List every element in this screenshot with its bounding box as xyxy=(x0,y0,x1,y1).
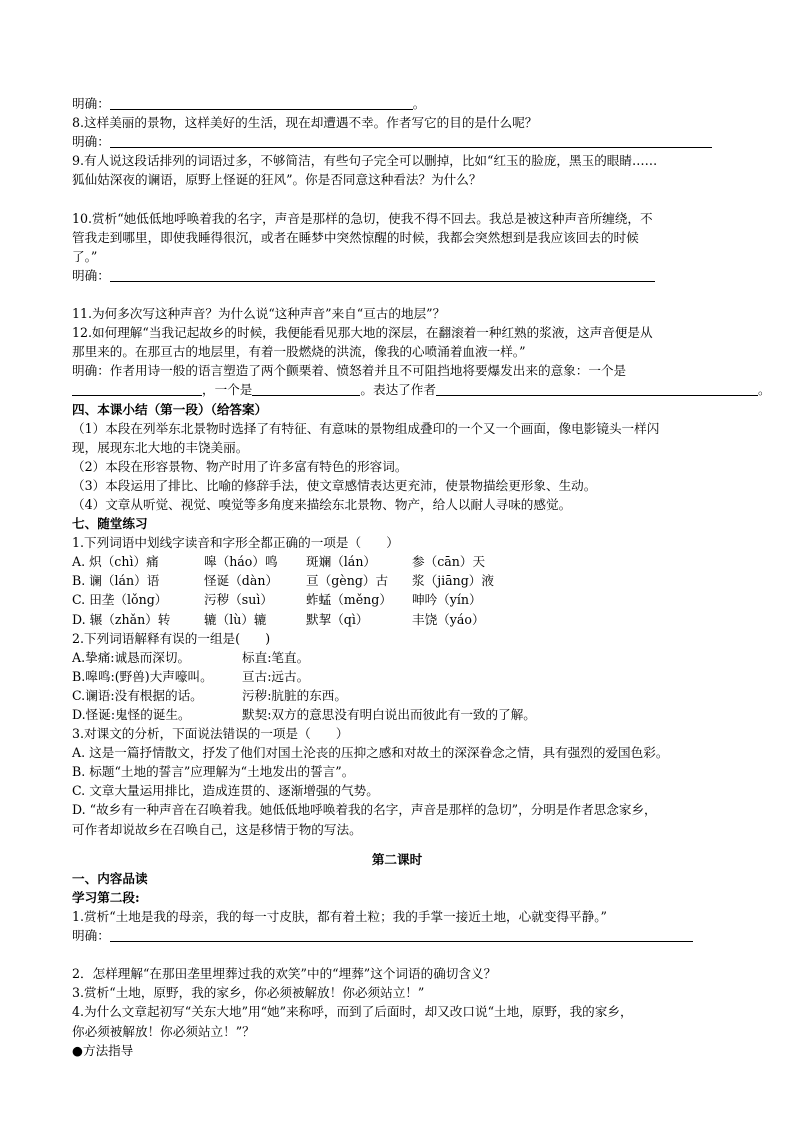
question-10: 10.赏析“她低低地呼唤着我的名字，声音是那样的急切，使我不得不回去。我总是被这种声音所缠绕，不 xyxy=(72,210,653,226)
option-text: 默契:双方的意思没有明白说出而彼此有一致的了解。 xyxy=(242,707,536,722)
option-row xyxy=(72,590,722,609)
option-text: 怪诞（dàn） xyxy=(204,573,279,589)
answer-blank[interactable] xyxy=(110,96,413,110)
summary-item: （4）文章从听觉、视觉、嗅觉等多角度来描绘东北景物、物产，给人以耐人寻味的感觉。 xyxy=(72,496,572,512)
question-8: 8.这样美丽的景物，这样美好的生活，现在却遭遇不幸。作者写它的目的是什么呢？ xyxy=(72,115,538,131)
lesson-title: 第二课时 xyxy=(371,851,423,867)
option-text: B. 谰（lán）语 xyxy=(72,573,160,589)
option-row xyxy=(72,610,722,629)
lesson2-question-4: 4.为什么文章起初写“关东大地”用“她”来称呼，而到了后面时，却又改口说“土地，原野，我的家乡， xyxy=(72,1004,633,1020)
option-text: D.怪诞:鬼怪的诞生。 xyxy=(72,707,191,722)
option-c: C. 文章大量运用排比，造成连贯的、逐渐增强的气势。 xyxy=(72,783,379,799)
option-text: 污秽:肮脏的东西。 xyxy=(242,687,347,703)
answer-label: 明确： xyxy=(72,928,110,944)
practice-question-1: 1.下列词语中划线字读音和字形全都正确的一项是（ ） xyxy=(72,535,399,551)
lesson2-question-2: 2．怎样理解“在那田垄里埋葬过我的欢笑”中的“埋葬”这个词语的确切含义？ xyxy=(72,966,497,982)
option-text: B.嗥鸣:(野兽)大声嚎叫。 xyxy=(72,668,213,684)
option-d: D. “故乡有一种声音在召唤着我。她低低地呼唤着我的名字，声音是那样的急切”，分明是作者思念家乡， xyxy=(72,802,657,818)
option-text: 蚱蜢（měng） xyxy=(306,592,392,608)
answer-blank[interactable] xyxy=(436,382,758,396)
answer-line xyxy=(72,266,722,285)
option-a: A. 这是一篇抒情散文，抒发了他们对国土沦丧的压抑之感和对故土的深深眷念之情，具有强烈的爱国色彩。 xyxy=(72,745,669,761)
option-text: A.挚痛:诚恳而深切。 xyxy=(72,649,191,665)
option-text: 丰饶（yáo） xyxy=(412,611,485,627)
summary-item: （2）本段在形容景物、物产时用了许多富有特色的形容词。 xyxy=(72,458,408,474)
practice-question-2: 2.下列词语解释有误的一组是( ) xyxy=(72,630,271,646)
option-text: 亘（gèng）古 xyxy=(306,573,389,589)
option-text: 斑斓（lán） xyxy=(306,554,377,570)
option-text: C.谰语:没有根据的话。 xyxy=(72,687,203,703)
option-text: A. 炽（chì）痛 xyxy=(72,554,159,570)
option-text: 污秽（suì） xyxy=(204,592,273,608)
answer-label: 明确： xyxy=(72,267,110,283)
option-row xyxy=(72,686,722,705)
method-guide: ●方法指导 xyxy=(72,1042,134,1058)
sub-heading: 学习第二段: xyxy=(72,889,140,905)
answer-blank[interactable] xyxy=(110,928,693,942)
answer-line xyxy=(72,926,722,945)
document-page: 明确： 。 8.这样美丽的景物，这样美好的生活，现在却遭遇不幸。作者写它的目的是什么呢？ 明确： 9.有人说这段话排列的词语过多，不够简洁，有些句子完全可以删掉，比如“红玉的脸庞，黑玉的眼睛…… 狐仙姑深夜的谰语，原野上怪诞的狂风”。你是否同意这种看法？为什么？ 10.赏析“她低低地呼唤着我的名字，声音是那样的急切，使我不得不回去。我总是被这种声音所缠绕，不 管我走到哪里，即使我睡得很沉，或者在睡梦中突然惊醒的时候，我都会突然想到是我应该回去的时候 了。” 明确： 11.为何多次写这种声音？为什么说“这种声音”来自“亘古的地层”？ 12.如何理解“当我记起故乡的时候，我便能看见那大地的深层，在翻滚着一种红熟的浆液，这声音便是从 那里来的。在那亘古的地层里，有着一股燃烧的洪流，像我的心喷涌着血液一样。” 明确：作者用诗一般的语言塑造了两个颤栗着、愤怒着并且不可阻挡地将要爆发出来的意象：一个是 ，一个是 。表达了作者 。 四、本课小结（第一段）（给答案） （1）本段在列举东北景物时选择了有特征、有意味的景物组成叠印的一个又一个画面，像电影镜头一样闪 现，展现东北大地的丰饶美丽。 （2）本段在形容景物、物产时用了许多富有特色的形容词。 （3）本段运用了排比、比喻的修辞手法，使文章感情表达更充沛，使景物描绘更形象、生动。 （4）文章从听觉、视觉、嗅觉等多角度来描绘东北景物、物产，给人以耐人寻味的感觉。 七、随堂练习 1.下列词语中划线字读音和字形全都正确的一项是（ ） A. 炽（chì）痛 嗥（háo）鸣 斑斓（lán） 参（cān）天 B. 谰（lán）语 怪诞（dàn） 亘（gèng）古 浆（jiāng）液 C. 田垄（lǒng） 污秽（suì） 蚱蜢（měng） 呻吟（yín） D. 辗（zhǎn）转 辘（lù）辘 默挈（qì） 丰饶（yáo） 2.下列词语解释有误的一组是( ) A.挚痛:诚恳而深切。 标直:笔直。 B.嗥鸣:(野兽)大声嚎叫。 亘古:远古。 C.谰语:没有根据的话。 污秽:肮脏的东西。 D.怪诞:鬼怪的诞生。 默契:双方的意思没有明白说出而彼此有一致的了解。 3.对课文的分析，下面说法错误的一项是（ ） A. 这是一篇抒情散文，抒发了他们对国土沦丧的压抑之感和对故土的深深眷念之情，具有强烈的爱国色彩。 B. 标题“土地的誓言”应理解为“土地发出的誓言”。 C. 文章大量运用排比，造成连贯的、逐渐增强的气势。 D. “故乡有一种声音在召唤着我。她低低地呼唤着我的名字，声音是那样的急切”，分明是作者思念家乡， 可作者却说故乡在召唤自己，这是移情于物的写法。 第二课时 一、内容品读 学习第二段: 1.赏析“土地是我的母亲，我的每一寸皮肤，都有着土粒；我的手掌一接近土地，心就变得平静。” 明确： 2．怎样理解“在那田垄里埋葬过我的欢笑”中的“埋葬”这个词语的确切含义？ 3.赏析“土地，原野，我的家乡，你必须被解放！你必须站立！” 4.为什么文章起初写“关东大地”用“她”来称呼，而到了后面时，却又改口说“土地，原野，我的家乡， 你必须被解放！你必须站立！”？ ●方法指导 xyxy=(72,94,722,1060)
summary-item: （3）本段运用了排比、比喻的修辞手法，使文章感情表达更充沛，使景物描绘更形象、生动。 xyxy=(72,477,597,493)
question-9: 9.有人说这段话排列的词语过多，不够简洁，有些句子完全可以删掉，比如“红玉的脸庞，黑玉的眼睛…… xyxy=(72,153,658,169)
answer-line: 明确： 。 xyxy=(72,96,426,111)
option-text: 辘（lù）辘 xyxy=(204,611,267,627)
option-text: 默挈（qì） xyxy=(306,611,369,627)
option-row xyxy=(72,571,722,590)
option-text: 呻吟（yín） xyxy=(412,592,482,608)
answer-blank[interactable] xyxy=(72,382,202,396)
option-text: D. 辗（zhǎn）转 xyxy=(72,611,171,627)
answer-text: 明确：作者用诗一般的语言塑造了两个颤栗着、愤怒着并且不可阻挡地将要爆发出来的意象：一个是 xyxy=(72,363,627,379)
answer-line: ，一个是 。表达了作者 。 xyxy=(72,380,722,399)
option-row xyxy=(72,552,722,571)
section-heading: 七、随堂练习 xyxy=(72,516,148,532)
option-text: C. 田垄（lǒng） xyxy=(72,592,168,608)
lesson2-question-1: 1.赏析“土地是我的母亲，我的每一寸皮肤，都有着土粒；我的手掌一接近土地，心就变得平静。” xyxy=(72,908,607,924)
option-row xyxy=(72,648,722,667)
answer-blank[interactable] xyxy=(110,134,712,148)
question-12: 12.如何理解“当我记起故乡的时候，我便能看见那大地的深层，在翻滚着一种红熟的浆液，这声音便是从 xyxy=(72,325,653,341)
option-text: 标直:笔直。 xyxy=(242,649,310,665)
option-row xyxy=(72,667,722,686)
answer-blank[interactable] xyxy=(252,382,360,396)
section-heading: 四、本课小结（第一段）（给答案） xyxy=(72,401,268,417)
option-b: B. 标题“土地的誓言”应理解为“土地发出的誓言”。 xyxy=(72,764,355,780)
option-text: 亘古:远古。 xyxy=(242,668,310,684)
lesson2-question-3: 3.赏析“土地，原野，我的家乡，你必须被解放！你必须站立！” xyxy=(72,985,425,1001)
summary-item: （1）本段在列举东北景物时选择了有特征、有意味的景物组成叠印的一个又一个画面，像电影镜头一样闪 xyxy=(72,420,660,436)
answer-label: 明确： xyxy=(72,134,110,150)
option-text: 浆（jiāng）液 xyxy=(412,573,494,589)
answer-line xyxy=(72,132,722,151)
answer-blank[interactable] xyxy=(110,268,655,282)
answer-label: 明确： xyxy=(72,96,110,111)
option-row xyxy=(72,705,722,724)
practice-question-3: 3.对课文的分析，下面说法错误的一项是（ ） xyxy=(72,726,349,742)
question-11: 11.为何多次写这种声音？为什么说“这种声音”来自“亘古的地层”？ xyxy=(72,306,446,322)
option-text: 嗥（háo）鸣 xyxy=(204,554,278,570)
option-text: 参（cān）天 xyxy=(412,554,486,570)
section-heading: 一、内容品读 xyxy=(72,870,148,886)
